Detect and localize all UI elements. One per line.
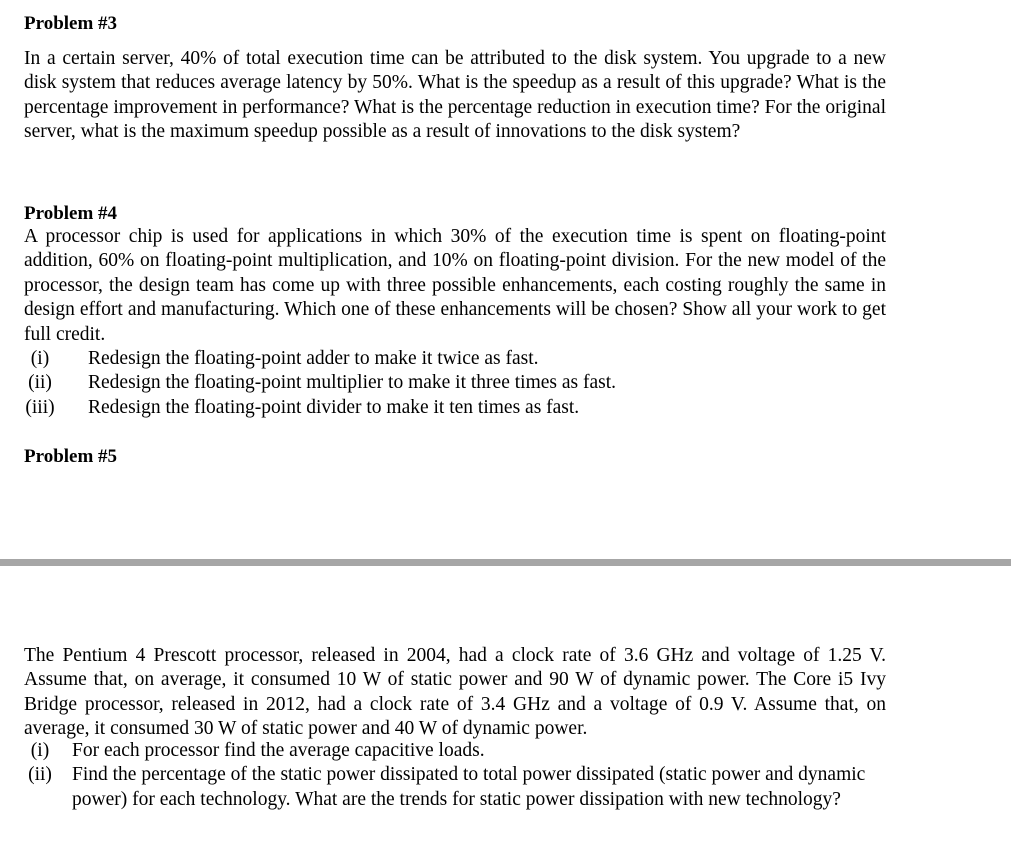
problem-3-text: In a certain server, 40% of total execution time can be attributed to the disk system. You upgrade to a new disk system that reduces average latency by 50%. What is the speedup as a result of this upgrade? What is the percentage improvement in performance? What is the percentage reduction in execution time? For the original server, what is the maximum speedup possible as a result of innovations to the disk system? [24,48,886,143]
list-item-text: For each processor find the average capacitive loads. [72,740,485,761]
problem-5-heading: Problem #5 [24,446,118,467]
list-item-number: (iii) [25,396,55,418]
page-divider [0,559,1011,566]
problem-4-heading: Problem #4 [24,203,118,224]
list-item-text: Find the percentage of the static power dissipated to total power dissipated (static power and dynamic power) for each technology. What are the trends for static power dissipation with new technology? [72,764,866,810]
list-item-number: (ii) [28,764,52,786]
list-item-text: Redesign the floating-point divider to make it ten times as fast. [88,396,580,418]
list-item-number: (i) [30,348,50,369]
list-item-text: Redesign the floating-point adder to make it twice as fast. [88,348,539,369]
list-item [22,396,892,420]
problem-4-text: A processor chip is used for applications in which 30% of the execution time is spent on floating-point addition, 60% on floating-point multiplication, and 10% on floating-point division. For the new model of the processor, the design team has come up with three possible enhancements, each costing roughly the same in design effort and manufacturing. Which one of these enhancements will be chosen? Show all your work to get full credit. [24,226,886,345]
list-item [22,739,892,763]
problem-5-questions-list [22,739,892,812]
list-item-text: Redesign the floating-point multiplier to make it three times as fast. [88,372,617,394]
list-item-number: (ii) [28,372,52,394]
problem-3-heading: Problem #3 [24,13,118,34]
list-item [22,371,892,395]
document-page-2 [0,567,1011,848]
list-item [22,347,892,371]
problem-4-options-list [22,347,892,420]
problem-5-text: The Pentium 4 Prescott processor, released in 2004, had a clock rate of 3.6 GHz and voltage of 1.25 V. Assume that, on average, it consumed 10 W of static power and 90 W of dynamic power. The Core i5 Ivy Bridge processor, released in 2012, had a clock rate of 3.4 GHz and a voltage of 0.9 V. Assume that, on average, it consumed 30 W of static power and 40 W of dynamic power. [24,645,886,740]
list-item [22,763,892,812]
list-item-number: (i) [30,740,50,761]
